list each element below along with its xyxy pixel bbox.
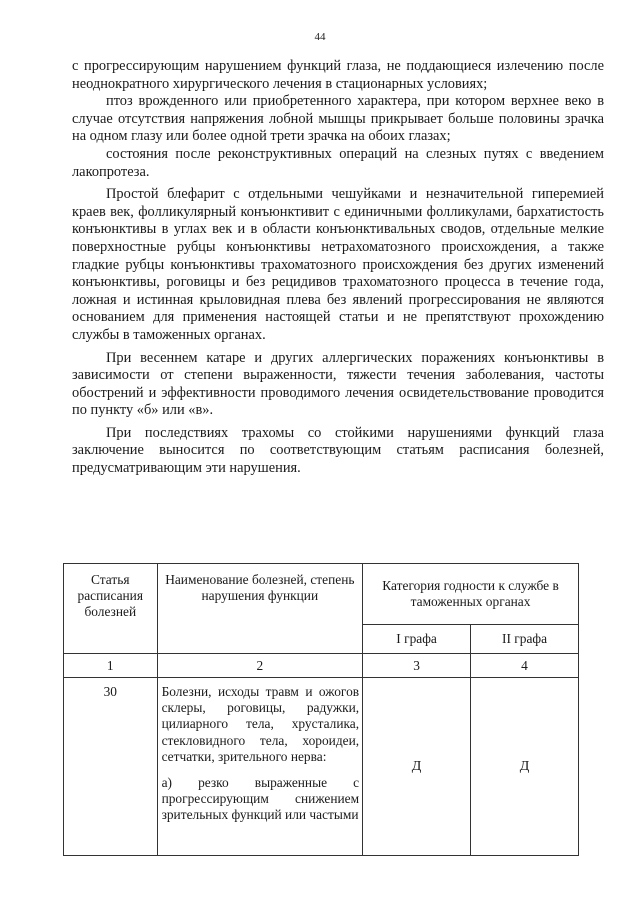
col-number: 1 <box>64 654 158 678</box>
paragraph: Простой блефарит с отдельными чешуйками и незначительной гиперемией краев век, фолликулярный конъюнктивит с единичными фолликулами, бархатистость конъюнктивы в углах век и в области конъюнктивальных сводов, отдельные мелкие поверхностные рубцы конъюнктивы нетрахоматозного происхождения, а также гладкие рубцы конъюнктивы трахоматозного происхождения без других изменений конъюнктивы, роговицы и без рецидивов трахоматозного процесса в течение года, ложная и истинная крыловидная плева без явлений прогрессирования не являются основанием для применения настоящей статьи и не препятствуют прохождению службы в таможенных органах. <box>72 186 604 343</box>
row-name-main: Болезни, исходы травм и ожогов склеры, роговицы, радужки, цилиарного тела, хрусталика, стекловидного тела, хороидеи, сетчатки, зрительного нерва: <box>161 684 360 764</box>
row-grade2: Д <box>471 678 579 856</box>
paragraph: птоз врожденного или приобретенного характера, при котором верхнее веко в случае отсутствия напряжения лобной мышцы прикрывает больше половины зрачка на одном глазу или более одной трети зрачка на обоих глазах; <box>72 93 604 145</box>
row-article: 30 <box>64 678 158 856</box>
header-col1: I графа <box>363 625 471 654</box>
disease-schedule-table <box>63 563 579 856</box>
row-grade1: Д <box>363 678 471 856</box>
col-number: 3 <box>363 654 471 678</box>
paragraph: При весеннем катаре и других аллергических поражениях конъюнктивы в зависимости от степени выраженности, тяжести течения заболевания, частоты обострений и эффективности проводимого лечения освидетельствование проводится по пункту «б» или «в». <box>72 349 604 419</box>
paragraph: состояния после реконструктивных операций на слезных путях с введением лакопротеза. <box>72 145 604 180</box>
paragraph: При последствиях трахомы со стойкими нарушениями функций глаза заключение выносится по соответствующим статьям расписания болезней, предусматривающим эти нарушения. <box>72 424 604 477</box>
row-name <box>157 678 363 856</box>
row-name-sub: а) резко выраженные с прогрессирующим снижением зрительных функций или частыми <box>161 775 360 823</box>
header-col2: II графа <box>471 625 579 654</box>
page-number: 44 <box>314 31 326 43</box>
header-article: Статья расписания болезней <box>64 564 158 654</box>
body-text <box>72 58 604 478</box>
header-category: Категория годности к службе в таможенных органах <box>363 564 579 625</box>
col-number: 4 <box>471 654 579 678</box>
paragraph: с прогрессирующим нарушением функций глаза, не поддающиеся излечению после неоднократного хирургического лечения в стационарных условиях; <box>72 58 604 92</box>
header-name: Наименование болезней, степень нарушения функции <box>157 564 363 654</box>
col-number: 2 <box>157 654 363 678</box>
